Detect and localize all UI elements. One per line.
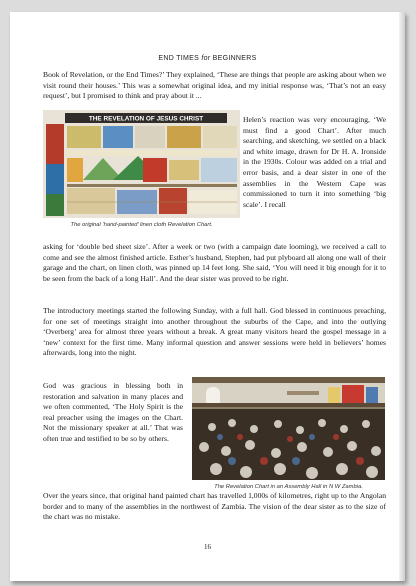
paragraph-travels: Over the years since, that original hand painted chart has travelled 1,000s of kilometres, right up to the Angolan border and to many of the assemblies in the northwest of Zambia. The vision of the dear sister as to the size of the chart was no mistake.: [43, 491, 386, 522]
book-page: [10, 12, 405, 581]
revelation-chart-image: [43, 110, 240, 218]
chart-banner-text: THE REVELATION OF JESUS CHRIST: [88, 115, 204, 123]
assembly-hall-figure: [192, 377, 385, 480]
header-italic: for: [201, 55, 211, 62]
paragraph-chart-making: asking for ‘double bed sheet size’. After a week or two (with a campaign date looming), we received a call to come and see the almost finished article. Esther’s husband, Stephen, had put plyboard all along one wall of their garage and the chart, on linen cloth, was pinned up 14 feet long. She said, ‘You will need it big enough for it to be seen from the back of a long Hall’. And the dear sister was proved to be right.: [43, 242, 386, 283]
paragraph-reaction: Helen’s reaction was very encouraging, ‘We must find a good Chart’. After much searching, and sketching, we settled on a black and white image, drawn for Dr H. A. Ironside in the 1930s. Colour was added on a trial and error basis, and a dear sister in one of the assemblies in the Western Cape was commissioned to turn it into something ‘big scale’. I recall: [243, 115, 386, 209]
hall-caption: The Revelation Chart in an Assembly Hall in N W Zambia.: [214, 484, 363, 490]
paragraph-meetings: The introductory meetings started the following Sunday, with a full hall. God blessed in continuous preaching, for one set of meetings straight into another throughout the suburbs of the Cape, and into the outlying ‘Overberg’ area for almost three years without a break. A great many visitors heard the gospel message in a ‘new’ context for the first time. Many informal question and answer sessions were held in believers’ homes afterwards, long into the night.: [43, 306, 386, 358]
paragraph-blessing: God was gracious in blessing both in restoration and salvation in many places and we often commented, ‘The Holy Spirit is the real preacher using the images on the Chart. Not the missionary speaker at all.’ That was often true and testified to be so by others.: [43, 381, 183, 443]
page-number: 16: [204, 543, 211, 551]
revelation-chart-figure: [43, 110, 240, 218]
header-text-end: BEGINNERS: [210, 55, 257, 62]
running-header: [10, 55, 405, 62]
page-spine-shadow: [399, 12, 405, 581]
assembly-hall-photo: [192, 377, 385, 480]
chart-caption: The original ‘hand-painted’ linen cloth Revelation Chart.: [70, 222, 213, 228]
header-text: END TIMES: [158, 55, 202, 62]
paragraph-intro: Book of Revelation, or the End Times?’ They explained, ‘These are things that people are asking about when we visit round their houses.’ This was a somewhat original idea, and my initial response was, ‘That’s not an easy request’, but I promised to think and pray about it ...: [43, 70, 386, 101]
